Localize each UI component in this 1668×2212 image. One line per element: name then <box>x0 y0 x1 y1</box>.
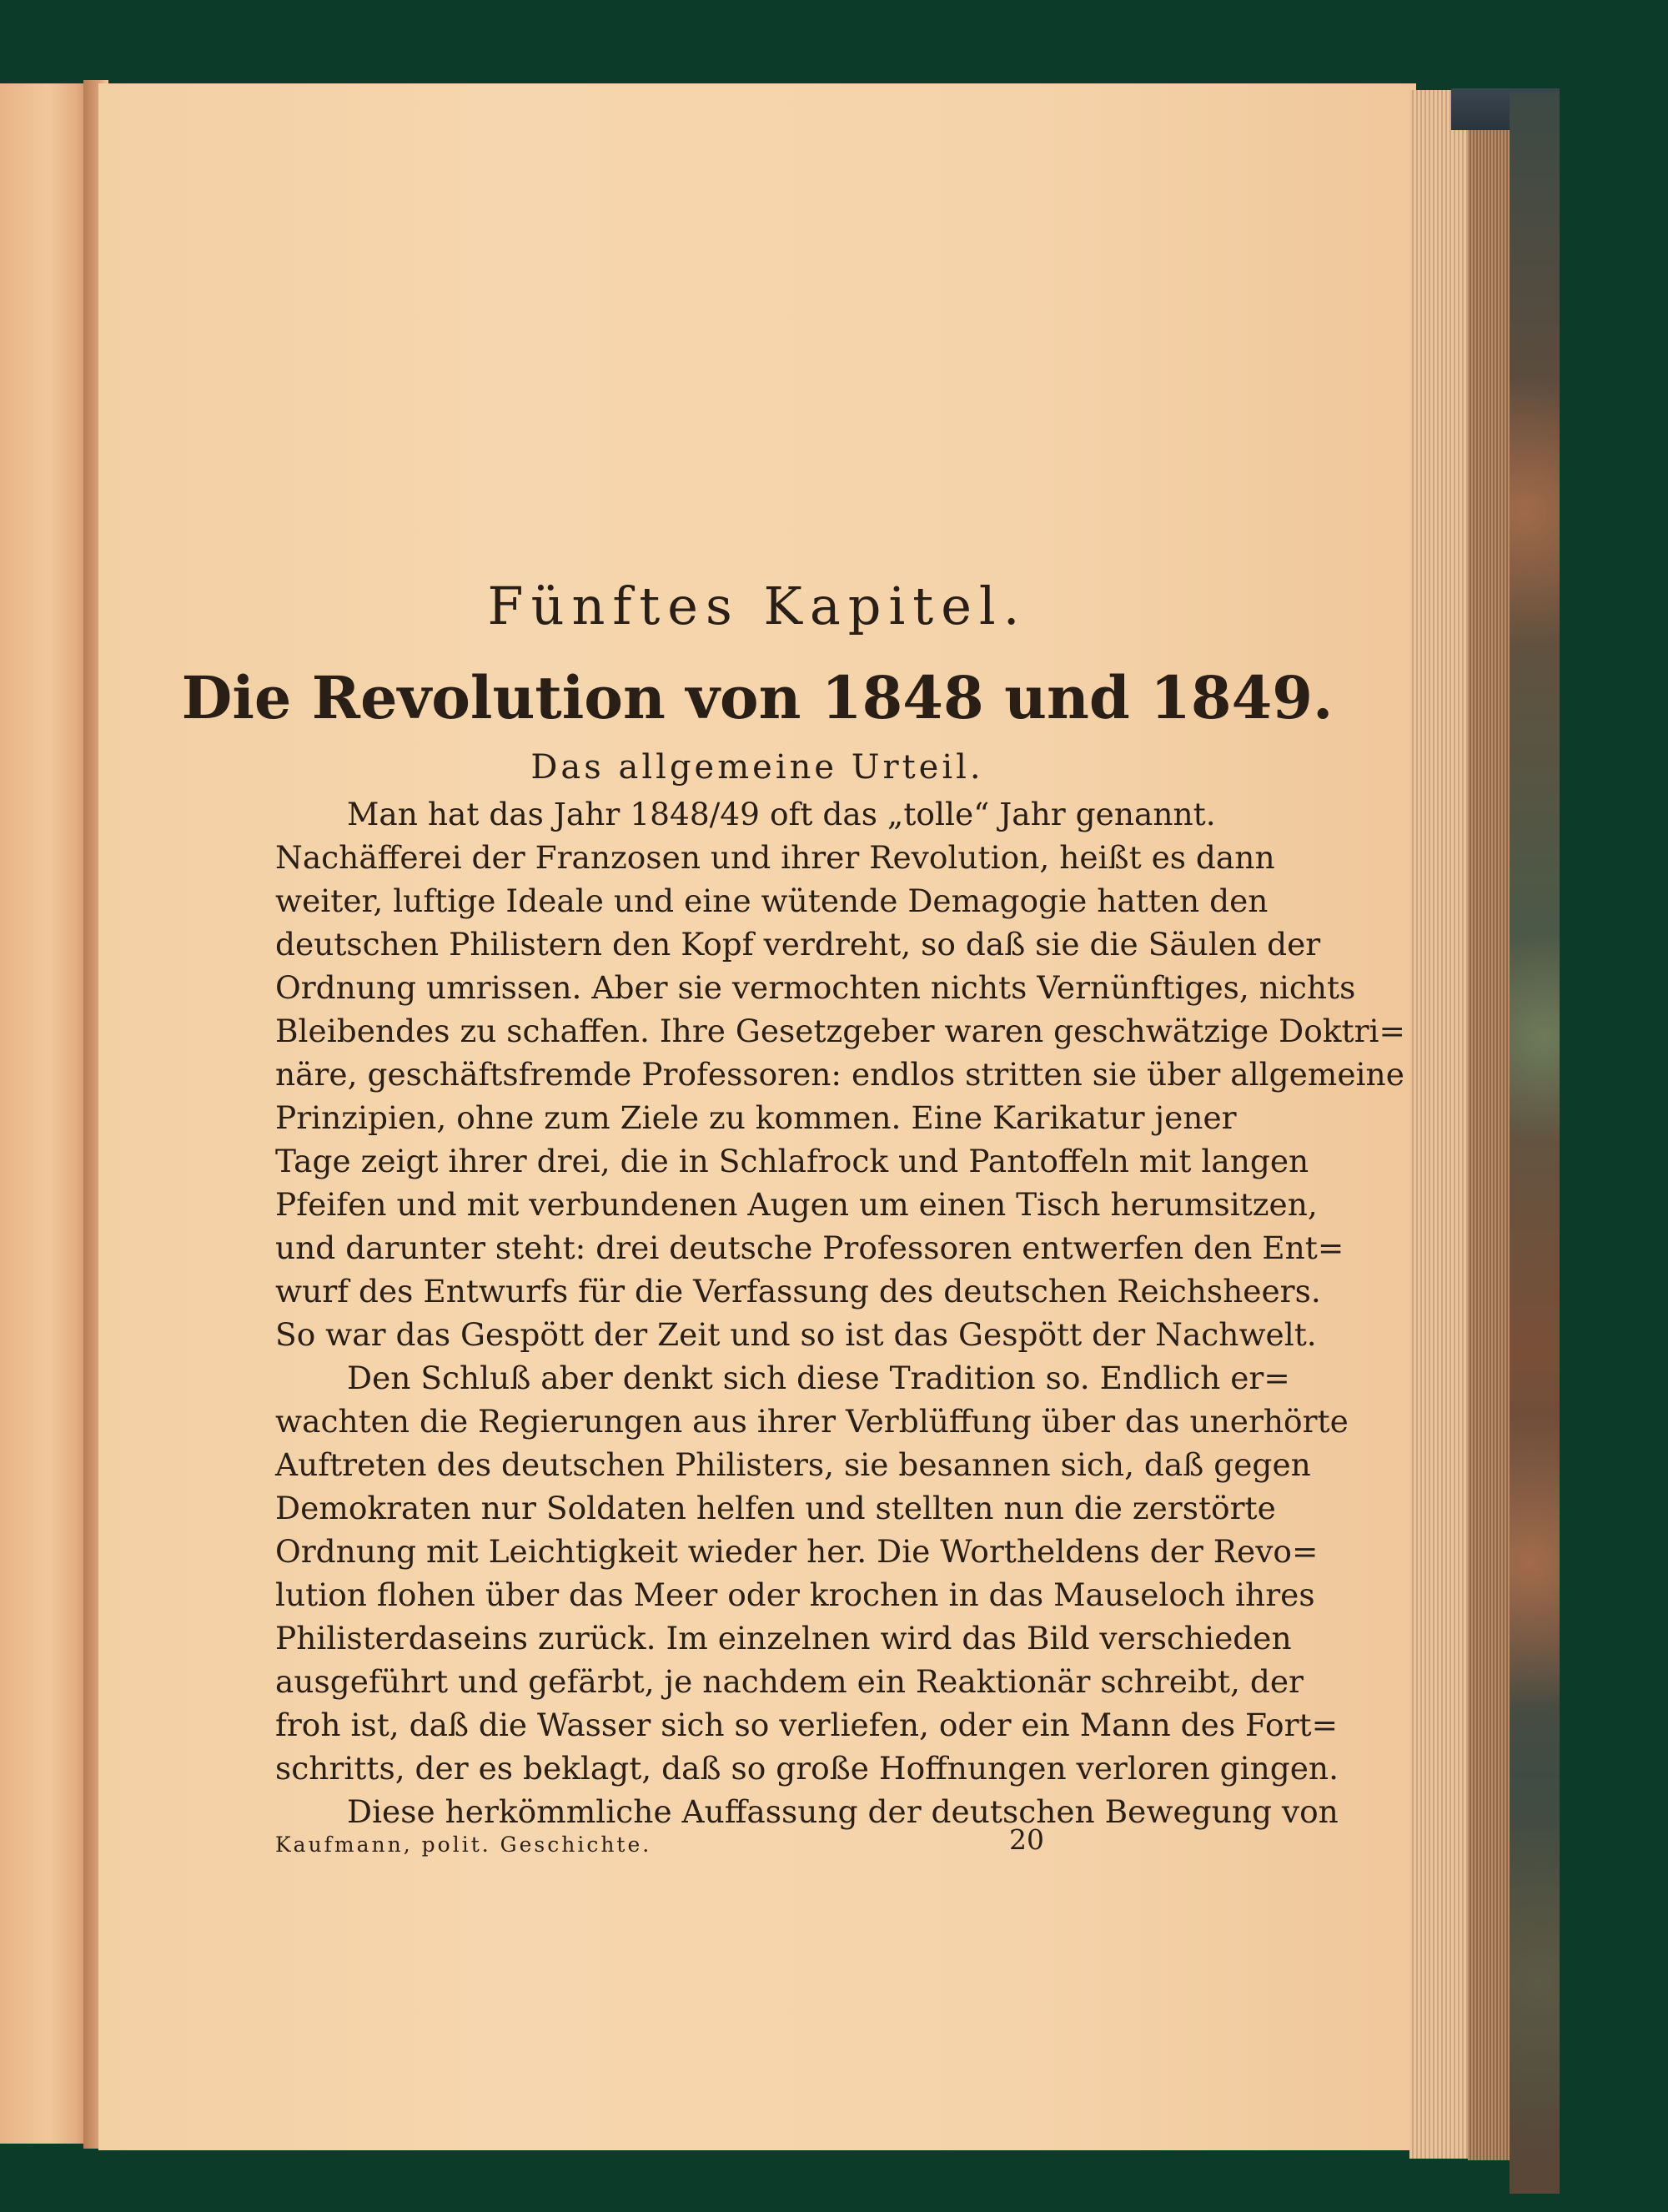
text-line: Diese herkömmliche Auffassung der deutschen Bewegung von <box>347 1793 1339 1830</box>
text-line: froh ist, daß die Wasser sich so verliefen, oder ein Mann des Fort= <box>275 1707 1338 1743</box>
marbled-cover <box>1510 92 1560 2194</box>
signature-mark-number: 20 <box>1009 1823 1044 1856</box>
chapter-heading: Fünftes Kapitel. <box>487 576 1027 636</box>
text-line: Bleibendes zu schaffen. Ihre Gesetzgeber waren geschwätzige Doktri= <box>275 1013 1405 1049</box>
text-line: Ordnung umrissen. Aber sie vermochten nichts Vernünftiges, nichts <box>275 969 1356 1006</box>
left-facing-page <box>0 83 90 2144</box>
text-line: Tage zeigt ihrer drei, die in Schlafrock und Pantoffeln mit langen <box>275 1143 1309 1179</box>
body-text <box>275 792 1405 1833</box>
text-line: wachten die Regierungen aus ihrer Verblüffung über das unerhörte <box>275 1403 1349 1440</box>
text-line: Auftreten des deutschen Philisters, sie besannen sich, daß gegen <box>275 1446 1311 1483</box>
text-line: Prinzipien, ohne zum Ziele zu kommen. Eine Karikatur jener <box>275 1099 1237 1136</box>
text-line: wurf des Entwurfs für die Verfassung des deutschen Reichsheers. <box>275 1273 1321 1310</box>
text-line: lution flohen über das Meer oder krochen in das Mauseloch ihres <box>275 1576 1315 1613</box>
text-line: schritts, der es beklagt, daß so große Hoffnungen verloren gingen. <box>275 1750 1339 1787</box>
text-line: und darunter steht: drei deutsche Professoren entwerfen den Ent= <box>275 1229 1344 1266</box>
text-line: Den Schluß aber denkt sich diese Tradition so. Endlich er= <box>347 1360 1290 1396</box>
text-line: Ordnung mit Leichtigkeit wieder her. Die Wortheldens der Revo= <box>275 1533 1319 1570</box>
text-line: So war das Gespött der Zeit und so ist das Gespött der Nachwelt. <box>275 1316 1317 1353</box>
footer-signature: Kaufmann, polit. Geschichte. <box>275 1832 652 1857</box>
text-line: Pfeifen und mit verbundenen Augen um einen Tisch herumsitzen, <box>275 1186 1318 1223</box>
text-line: näre, geschäftsfremde Professoren: endlos stritten sie über allgemeine <box>275 1056 1404 1093</box>
section-heading: Das allgemeine Urteil. <box>530 748 984 787</box>
text-line: ausgeführt und gefärbt, je nachdem ein Reaktionär schreibt, der <box>275 1663 1304 1700</box>
page-edges <box>1409 90 1468 2159</box>
text-line: weiter, luftige Ideale und eine wütende Demagogie hatten den <box>275 882 1269 919</box>
text-line: Man hat das Jahr 1848/49 oft das „tolle“ Jahr genannt. <box>347 796 1216 832</box>
text-line: Philisterdaseins zurück. Im einzelnen wird das Bild verschieden <box>275 1620 1292 1656</box>
text-line: Demokraten nur Soldaten helfen und stellten nun die zerstörte <box>275 1490 1276 1526</box>
text-line: Nachäfferei der Franzosen und ihrer Revolution, heißt es dann <box>275 839 1275 876</box>
text-line: deutschen Philistern den Kopf verdreht, so daß sie die Säulen der <box>275 926 1321 963</box>
page-edges-dark <box>1468 117 1510 2160</box>
chapter-title: Die Revolution von 1848 und 1849. <box>181 663 1334 732</box>
